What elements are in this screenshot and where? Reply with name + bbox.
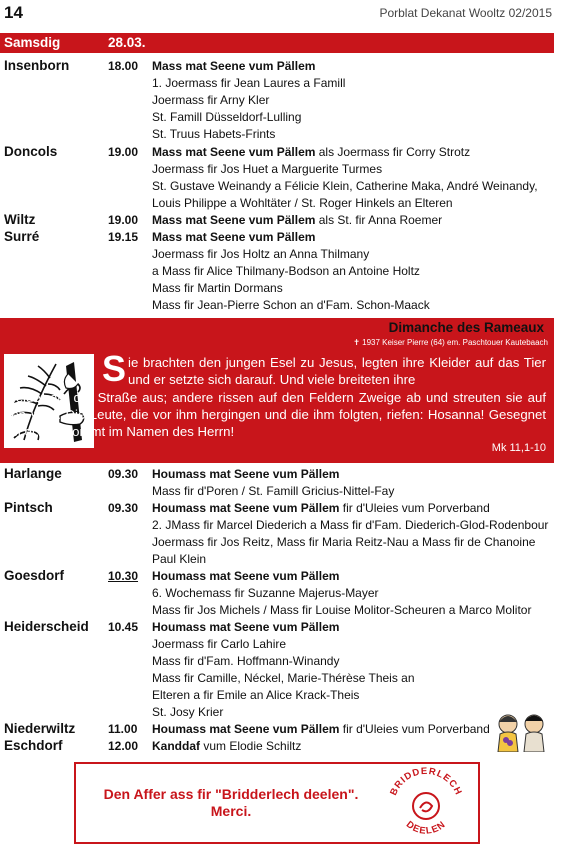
entry-line: Mass fir Jos Michels / Mass fir Louise Molitor-Scheuren a Marco Molitor [152,603,532,617]
entry-line: Joermass fir Carlo Lahire [152,637,287,651]
entry-line: Mass fir Martin Dormans [152,281,283,295]
page-header [0,0,582,26]
entry-line: Mass fir d'Poren / St. Famill Gricius-Nittel-Fay [152,484,395,498]
entry-line: 6. Wochemass fir Suzanne Majerus-Mayer [152,586,379,600]
time: 19.00 [108,213,139,227]
entry-line: a Mass fir Alice Thilmany-Bodson an Antoine Holtz [152,264,420,278]
entry-line: Mass fir Jean-Pierre Schon an d'Fam. Schon-Maack [152,298,430,312]
time: 10.45 [108,620,139,634]
offering-text [86,786,376,820]
place: Eschdorf [4,738,63,753]
reading-text: Sie brachten den jungen Esel zu Jesus, legten ihre Kleider auf das Tier und er setzte sich darauf. Und viele breiteten ihre [102,348,546,389]
place: Goesdorf [4,568,65,583]
entry-line: Houmass mat Seene vum Pällem [152,620,340,634]
time: 12.00 [108,739,139,753]
reading-block [0,318,554,463]
place: Doncols [4,144,58,159]
entry-line: Mass mat Seene vum Pällem als St. fir Anna Roemer [152,213,443,227]
entry-line: 2. JMass fir Marcel Diederich a Mass fir d'Fam. Diederich-Glod-Rodenbour [152,518,549,532]
day-date: 28.03. [108,35,146,50]
entry-line: Joermass fir Jos Huet a Marguerite Turmes [152,162,383,176]
entry-line: Mass mat Seene vum Pällem als Joermass fir Corry Strotz [152,145,471,159]
feast-title-french: Dimanche des Rameaux [388,320,544,335]
publication-title: Porblat Dekanat Wooltz 02/2015 [379,6,552,20]
entry-line: 1. Joermass fir Jean Laures a Famill [152,76,346,90]
entry-line: Mass mat Seene vum Pällem [152,59,316,73]
entry-line: Houmass mat Seene vum Pällem fir d'Uleies vum Porverband [152,501,490,515]
place: Niederwiltz [4,721,76,736]
page-number: 14 [4,3,23,22]
entry-line: Houmass mat Seene vum Pällem [152,569,340,583]
reading-text-continued: Kleider auf der Straße aus; andere rissen auf den Feldern Zweige ab und streuten sie auf den Weg. Die Leute, die vor ihm hergingen und die ihm folgten, riefen: Hosanna! Gesegnet sei er, der kommt im Namen des Herrn! [4,390,546,439]
time: 18.00 [108,59,139,73]
place: Heiderscheid [4,619,89,634]
children-illustration [494,712,550,752]
day-name: Samsdig [4,35,61,50]
entry-line: Joermass fir Jos Reitz, Mass fir Maria Reitz-Nau a Mass fir de Chanoine [152,535,536,549]
entry-line: Mass mat Seene vum Pällem [152,230,316,244]
time: 09.30 [108,467,139,481]
place: Pintsch [4,500,53,515]
offering-box [74,762,480,844]
place: Harlange [4,466,62,481]
offering-line: Den Affer ass fir "Bridderlech deelen". [103,786,359,802]
day-bar-saturday [0,33,554,53]
drop-cap: S [102,348,127,389]
bridderlech-deelen-logo [384,766,468,840]
entry-line: Elteren a fir Emile an Alice Krack-Theis [152,688,360,702]
entry-line: St. Gustave Weinandy a Félicie Klein, Catherine Maka, André Weinandy, [152,179,538,193]
entry-line: Paul Klein [152,552,207,566]
svg-text:BRIDDERLECH: BRIDDERLECH [388,766,464,798]
memorial-note: ✝ 1937 Keiser Pierre (64) em. Paschtouer Kautebaach [353,338,548,347]
reading-reference: Mk 11,1-10 [491,442,546,454]
entry-line: Joermass fir Jos Holtz an Anna Thilmany [152,247,370,261]
time: 19.15 [108,230,139,244]
entry-line: Mass fir Camille, Néckel, Marie-Thérèse Theis an [152,671,415,685]
place: Surré [4,229,40,244]
entry-line: Mass fir d'Fam. Hoffmann-Winandy [152,654,340,668]
time: 09.30 [108,501,139,515]
place: Wiltz [4,212,36,227]
time: 19.00 [108,145,139,159]
place: Insenborn [4,58,70,73]
entry-line: Houmass mat Seene vum Pällem fir d'Uleies vum Porverband [152,722,490,736]
entry-line: Kanddaf vum Elodie Schiltz [152,739,302,753]
entry-line: Louis Philippe a Wohltäter / St. Roger Hinkels an Elteren [152,196,453,210]
time: 11.00 [108,722,138,736]
entry-line: St. Josy Krier [152,705,224,719]
entry-line: St. Truus Habets-Frints [152,127,276,141]
entry-line: St. Famill Düsseldorf-Lulling [152,110,302,124]
time: 10.30 [108,569,139,583]
offering-thanks: Merci. [210,803,252,819]
svg-text:DEELEN: DEELEN [403,819,449,837]
entry-line: Houmass mat Seene vum Pällem [152,467,340,481]
entry-line: Joermass fir Arny Kler [152,93,270,107]
